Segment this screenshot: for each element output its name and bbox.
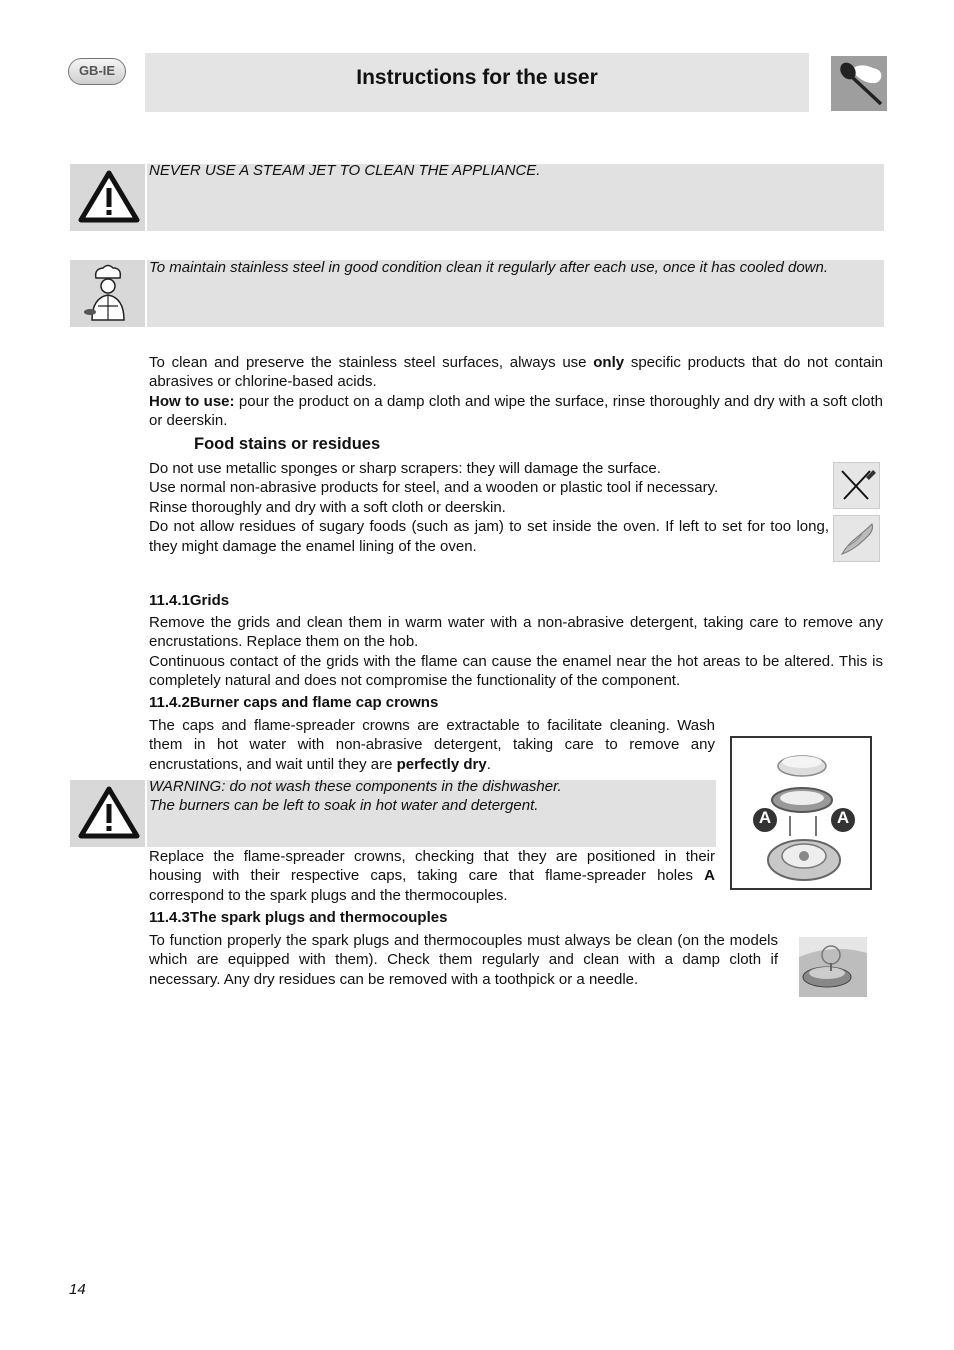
burner-caps-heading: 11.4.2Burner caps and flame cap crowns xyxy=(149,694,439,711)
stainless-paragraph-2: How to use: pour the product on a damp cloth and wipe the surface, rinse thoroughly and dry with a soft cloth or deerskin. xyxy=(149,393,884,430)
burner-caps-paragraph-1: The caps and flame-spreader crowns are extractable to facilitate cleaning. Wash them in hot water with non-abrasive detergent, taking care to remove any encrustations, and wait until they are perfectly dry. xyxy=(149,717,715,773)
dishwasher-warning-text: WARNING: do not wash these components in the dishwasher. The burners can be left to soak in hot water and detergent. xyxy=(149,778,562,814)
food-stains-text: Do not use metallic sponges or sharp scrapers: they will damage the surface. Use normal non-abrasive products for steel, and a wooden or plastic tool if necessary. Rinse thoroughly and dry with a soft cloth or deerskin. Do not allow residues of sugary foods (such as jam) to set inside the oven. If left to set for too long, they might damage the enamel lining of the oven. xyxy=(149,460,829,555)
spark-plugs-heading: 11.4.3The spark plugs and thermocouples xyxy=(149,909,448,926)
chef-icon xyxy=(70,260,145,327)
spark-plugs-paragraph: To function properly the spark plugs and thermocouples must always be clean (on the models which are equipped with them). Check them regularly and clean with a damp cloth if necessary. Any dry residues can be removed with a toothpick or a needle. xyxy=(149,932,778,988)
no-scraper-icon xyxy=(833,462,880,509)
grids-paragraph-1: Remove the grids and clean them in warm water with a non-abrasive detergent, taking care to remove any encrustations. Replace them on the hob. xyxy=(149,614,883,651)
warning-icon-box xyxy=(70,164,145,231)
food-stains-heading: Food stains or residues xyxy=(194,435,381,453)
language-badge: GB-IE xyxy=(68,58,126,85)
label-a-left: A xyxy=(758,808,772,827)
page-title: Instructions for the user xyxy=(356,66,598,89)
warning-triangle-icon xyxy=(70,164,145,231)
burner-diagram xyxy=(730,736,872,890)
warning-icon-box-2 xyxy=(70,780,145,847)
stainless-tip-text: To maintain stainless steel in good condition clean it regularly after each use, once it has cooled down. xyxy=(149,259,829,276)
label-a-right: A xyxy=(836,808,850,827)
grids-heading: 11.4.1Grids xyxy=(149,592,230,609)
cleaning-cloth-icon xyxy=(833,515,880,562)
page-number: 14 xyxy=(69,1281,86,1298)
steam-warning-text: NEVER USE A STEAM JET TO CLEAN THE APPLIANCE. xyxy=(149,162,541,179)
stainless-paragraph-1: To clean and preserve the stainless steel surfaces, always use only specific products that do not contain abrasives or chlorine-based acids. xyxy=(149,354,883,391)
burner-caps-paragraph-2: Replace the flame-spreader crowns, checking that they are positioned in their housing with their respective caps, taking care that flame-spreader holes A correspond to the spark plugs and the thermocouples. xyxy=(149,848,715,904)
grids-paragraph-2: Continuous contact of the grids with the flame can cause the enamel near the hot areas to be altered. This is completely natural and does not compromise the functionality of the component. xyxy=(149,653,883,690)
warning-triangle-icon xyxy=(70,780,145,847)
chef-icon-box xyxy=(70,260,145,327)
spark-plug-image xyxy=(799,937,867,997)
spoon-chef-hat-icon xyxy=(831,56,887,111)
